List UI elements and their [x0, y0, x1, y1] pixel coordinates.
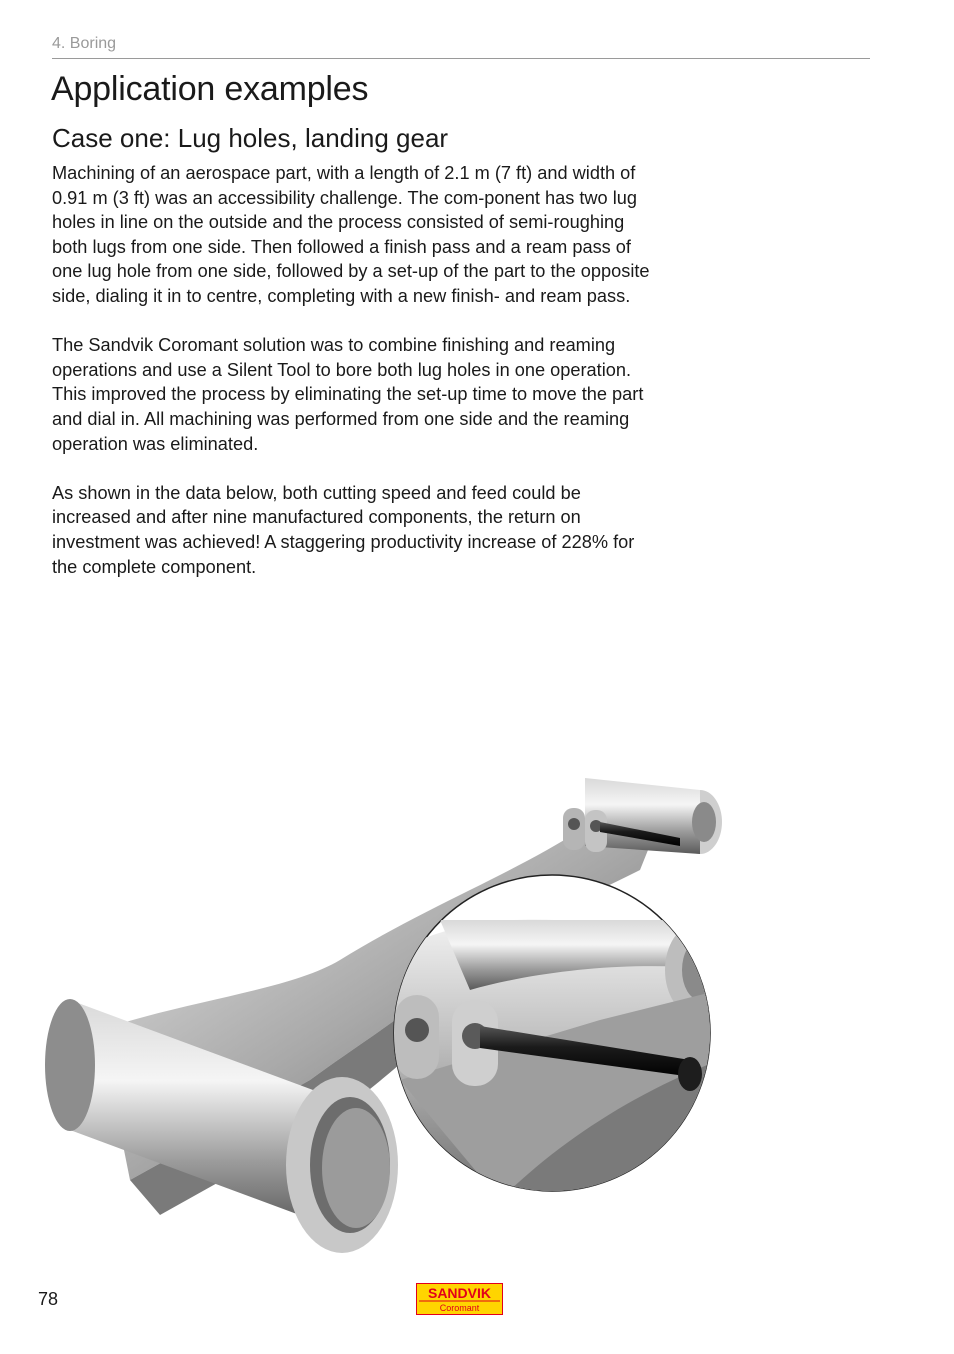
- page-title: Application examples: [51, 70, 369, 108]
- far-cylinder-bore: [692, 802, 716, 842]
- header-divider: [52, 58, 870, 59]
- paragraph-2: The Sandvik Coromant solution was to combine finishing and reaming operations and use a Silent Tool to bore both lug holes in one operation. This improved the process by eliminating the set-up time to move the part and dial in. All machining was performed from one side and the reaming operation was eliminated.: [52, 335, 644, 454]
- paragraph-3: As shown in the data below, both cutting speed and feed could be increased and after nine manufactured components, the return on investment was achieved! A staggering productivity increase of 228% for the complete component.: [52, 482, 635, 577]
- body-text: [52, 161, 657, 604]
- sandvik-coromant-logo: [416, 1283, 503, 1315]
- logo-sub: Coromant: [439, 1303, 480, 1313]
- near-cylinder-back: [45, 999, 95, 1131]
- paragraph-1: Machining of an aerospace part, with a length of 2.1 m (7 ft) and width of 0.91 m (3 ft) was an accessibility challenge. The com-ponent has two lug holes in line on the outside and the process consisted of semi-roughing both lugs from one side. Then followed a finish pass and a ream pass of one lug hole from one side, followed by a set-up of the part to the opposite side, dialing it in to centre, completing with a new finish- and ream pass.: [52, 163, 650, 306]
- case-title: Case one: Lug holes, landing gear: [52, 123, 449, 153]
- logo-brand: SANDVIK: [427, 1285, 492, 1301]
- section-label: 4. Boring: [52, 35, 117, 52]
- page-number: 78: [38, 1289, 59, 1309]
- landing-gear-illustration: [40, 760, 740, 1280]
